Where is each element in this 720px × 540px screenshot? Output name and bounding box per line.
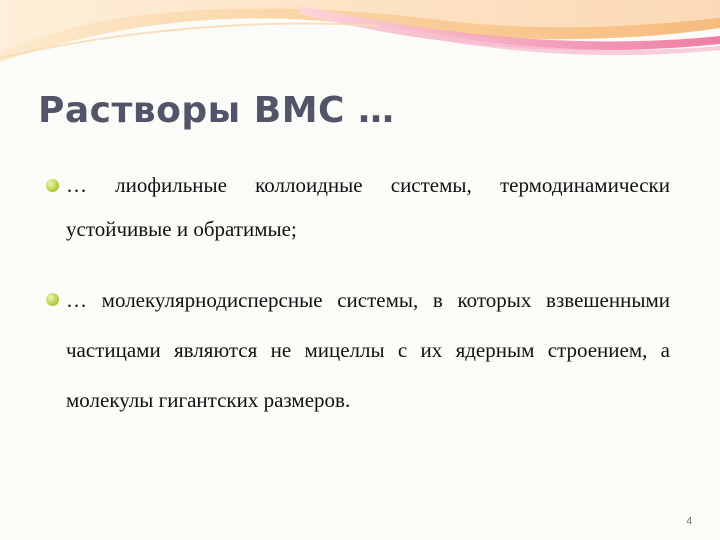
bullet-text: … молекулярнодисперсные системы, в которых взвешенными частицами являются не мицеллы с их ядерным строением, а молекулы гигантских размеров. xyxy=(66,288,670,412)
bullet-dot-icon xyxy=(46,179,59,192)
list-item xyxy=(46,163,670,251)
bullet-text: … лиофильные коллоидные системы, термодинамически устойчивые и обратимые; xyxy=(66,173,670,241)
list-item xyxy=(46,275,670,425)
bullet-list xyxy=(46,166,670,425)
bullet-dot-icon xyxy=(46,293,59,306)
page-number: 4 xyxy=(686,516,692,527)
slide-title: Растворы ВМС … xyxy=(38,90,395,131)
decorative-banner xyxy=(0,0,720,90)
